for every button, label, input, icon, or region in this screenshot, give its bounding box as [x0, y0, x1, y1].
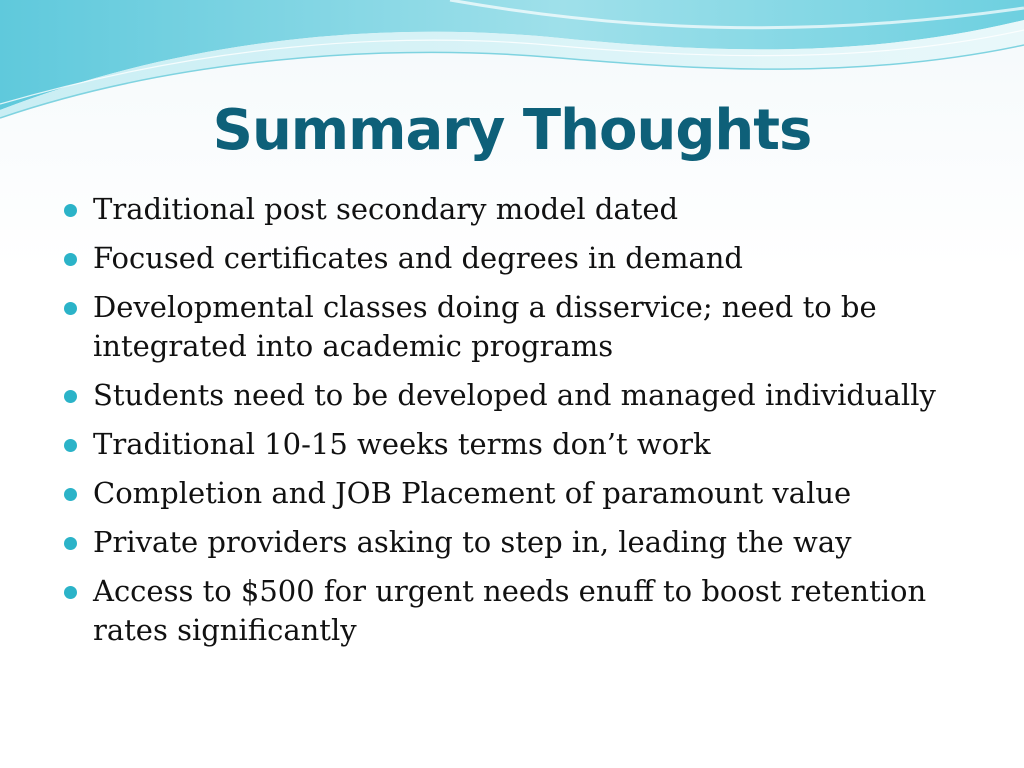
bullet-text: Completion and JOB Placement of paramount value	[93, 476, 852, 510]
bullet-dot-icon	[64, 586, 77, 599]
bullet-dot-icon	[64, 390, 77, 403]
bullet-text: Access to $500 for urgent needs enuff to boost retention rates significantly	[93, 574, 927, 647]
bullet-item	[62, 190, 962, 229]
bullet-text: Traditional 10-15 weeks terms don’t work	[93, 427, 711, 461]
bullet-text: Students need to be developed and managed individually	[93, 378, 936, 412]
bullet-item	[62, 376, 962, 415]
bullet-dot-icon	[64, 253, 77, 266]
bullet-dot-icon	[64, 439, 77, 452]
bullet-item	[62, 425, 962, 464]
bullet-dot-icon	[64, 537, 77, 550]
bullet-dot-icon	[64, 204, 77, 217]
bullet-item	[62, 474, 962, 513]
bullet-text: Private providers asking to step in, leading the way	[93, 525, 852, 559]
slide-title: Summary Thoughts	[212, 98, 812, 163]
bullet-list	[62, 190, 962, 660]
bullet-text: Traditional post secondary model dated	[93, 192, 679, 226]
bullet-item	[62, 239, 962, 278]
bullet-item	[62, 288, 962, 366]
bullet-text: Developmental classes doing a disservice; need to be integrated into academic programs	[93, 290, 877, 363]
bullet-item	[62, 523, 962, 562]
bullet-dot-icon	[64, 302, 77, 315]
bullet-dot-icon	[64, 488, 77, 501]
bullet-text: Focused certificates and degrees in demand	[93, 241, 743, 275]
bullet-item	[62, 572, 962, 650]
